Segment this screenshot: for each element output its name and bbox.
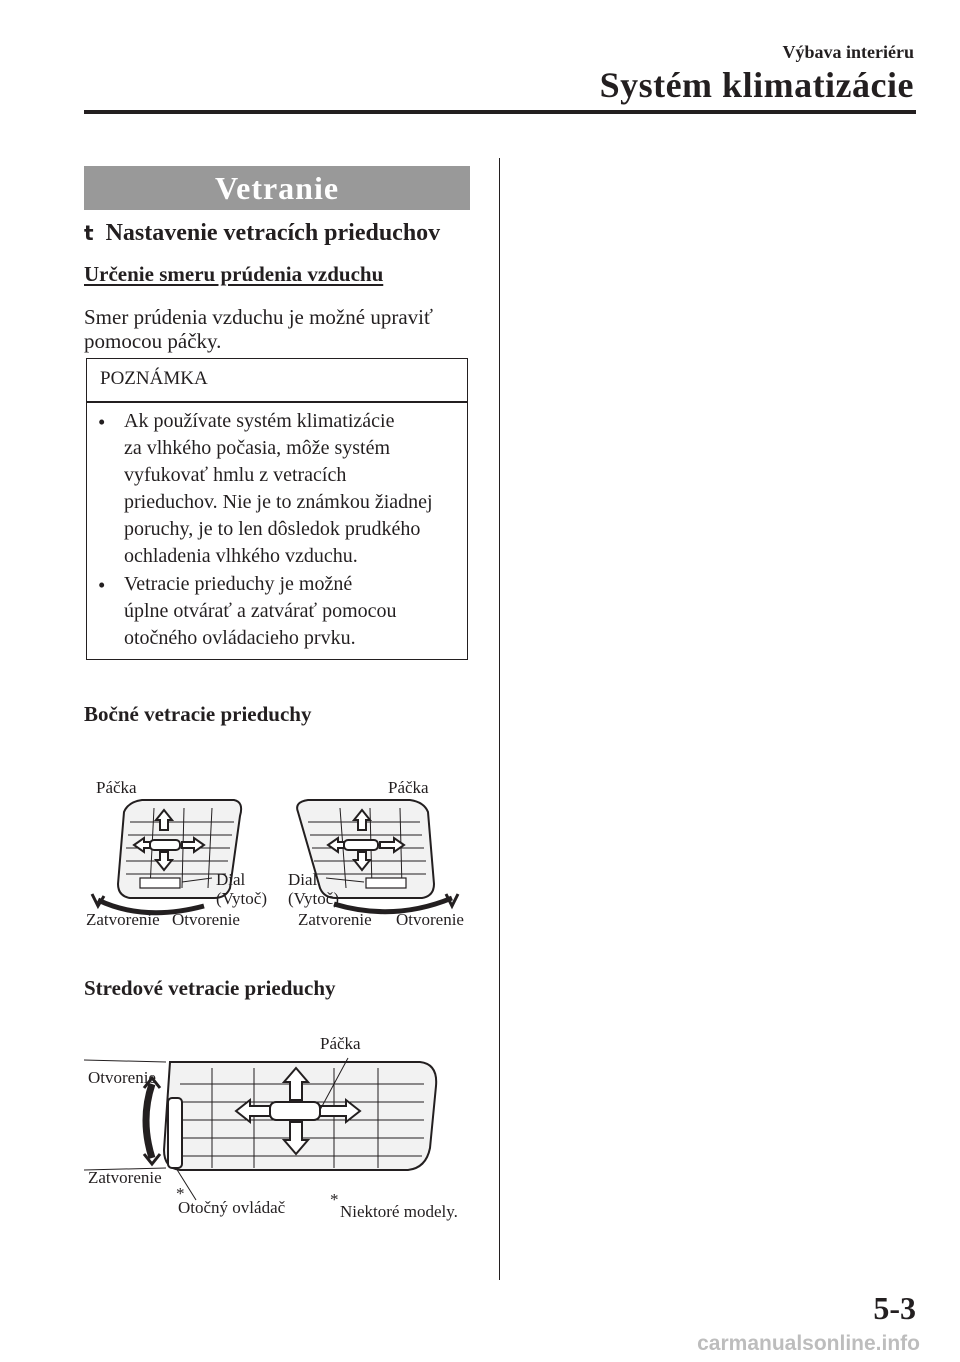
center-knob-label: Otočný ovládač — [178, 1198, 286, 1217]
watermark: carmanualsonline.info — [697, 1332, 920, 1355]
note-line: otočného ovládacieho prvku. — [124, 627, 356, 649]
airflow-text-line: pomocou páčky. — [84, 329, 222, 353]
column-divider — [499, 158, 500, 1280]
note-line: úplne otvárať a zatvárať pomocou — [124, 600, 397, 622]
note-line: prieduchov. Nie je to známkou žiadnej — [124, 491, 433, 513]
note-line: poruchy, je to len dôsledok prudkého — [124, 518, 421, 540]
running-header-title: Systém klimatizácie — [599, 65, 914, 105]
note-bullet: • — [98, 410, 106, 434]
center-closed-label: Zatvorenie — [88, 1168, 162, 1187]
note-title: POZNÁMKA — [100, 368, 208, 389]
center-lever-label: Páčka — [320, 1034, 361, 1053]
airflow-heading: Určenie smeru prúdenia vzduchu — [84, 262, 384, 286]
subsection-marker: t — [84, 221, 94, 245]
header-rule — [84, 110, 916, 114]
note-line: ochladenia vlhkého vzduchu. — [124, 545, 358, 567]
section-banner-title: Vetranie — [214, 169, 340, 206]
subsection-title: Nastavenie vetracích prieduchov — [105, 220, 441, 246]
center-vents-illustration — [84, 1028, 474, 1218]
center-open-label: Otvorenie — [88, 1068, 156, 1087]
note-line: vyfukovať hmlu z vetracích — [124, 464, 347, 486]
note-bullet: • — [98, 573, 106, 597]
side-right-dial-sub-label: (Vytoč) — [288, 889, 339, 908]
side-right-dial-label: Dial — [288, 870, 318, 889]
side-left-open-label: Otvorenie — [172, 910, 240, 929]
side-left-dial-label: Dial — [216, 870, 246, 889]
side-right-lever-label: Páčka — [388, 778, 429, 797]
side-right-open-label: Otvorenie — [396, 910, 464, 929]
center-vents-heading: Stredové vetracie prieduchy — [84, 976, 336, 1000]
subsection-heading — [84, 220, 484, 247]
note-line: za vlhkého počasia, môže systém — [124, 437, 391, 459]
footnote-asterisk: * — [330, 1190, 339, 1209]
side-right-closed-label: Zatvorenie — [298, 910, 372, 929]
center-knob-asterisk: * — [176, 1184, 185, 1203]
side-left-dial-sub-label: (Vytoč) — [216, 889, 267, 908]
note-line: Vetracie prieduchy je možné — [124, 573, 353, 595]
airflow-text-line: Smer prúdenia vzduchu je možné upraviť — [84, 305, 433, 329]
note-line: Ak používate systém klimatizácie — [124, 410, 395, 432]
footnote-label: Niektoré modely. — [340, 1202, 458, 1221]
side-vents-heading: Bočné vetracie prieduchy — [84, 702, 312, 726]
running-header-section: Výbava interiéru — [782, 42, 914, 62]
note-divider — [86, 401, 468, 403]
side-left-closed-label: Zatvorenie — [86, 910, 160, 929]
section-banner — [84, 166, 470, 210]
side-left-lever-label: Páčka — [96, 778, 137, 797]
page-number: 5-3 — [873, 1290, 916, 1326]
